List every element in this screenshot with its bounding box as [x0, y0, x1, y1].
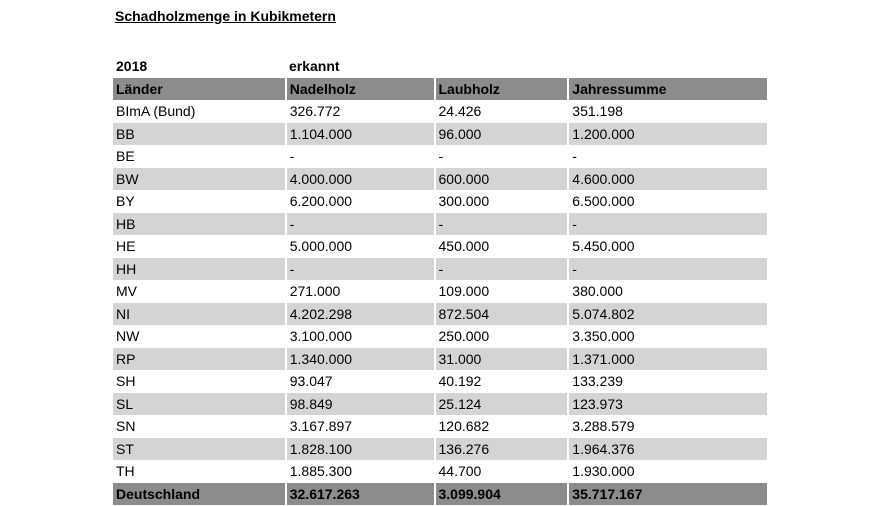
land-cell: BY — [113, 190, 286, 213]
jahressumme-cell: - — [568, 145, 768, 168]
total-label: Deutschland — [113, 483, 286, 506]
nadelholz-cell: - — [286, 213, 435, 236]
land-cell: ST — [113, 438, 286, 461]
column-header-jahressumme: Jahressumme — [568, 78, 768, 100]
nadelholz-cell: 4.202.298 — [286, 303, 435, 326]
laubholz-cell: 600.000 — [435, 168, 569, 191]
laubholz-cell: 450.000 — [435, 235, 569, 258]
land-cell: NW — [113, 325, 286, 348]
table-row — [113, 145, 768, 168]
laubholz-cell: 872.504 — [435, 303, 569, 326]
total-laubholz: 3.099.904 — [435, 483, 569, 506]
jahressumme-cell: 3.350.000 — [568, 325, 768, 348]
jahressumme-cell: 5.450.000 — [568, 235, 768, 258]
laubholz-cell: 40.192 — [435, 370, 569, 393]
status-label: erkannt — [289, 58, 340, 74]
nadelholz-cell: 3.100.000 — [286, 325, 435, 348]
column-header-nadelholz: Nadelholz — [286, 78, 435, 100]
laubholz-cell: 250.000 — [435, 325, 569, 348]
land-cell: TH — [113, 460, 286, 483]
total-nadelholz: 32.617.263 — [286, 483, 435, 506]
table-row — [113, 100, 768, 123]
table-row — [113, 393, 768, 416]
nadelholz-cell: 1.885.300 — [286, 460, 435, 483]
table-row — [113, 190, 768, 213]
land-cell: BE — [113, 145, 286, 168]
land-cell: HB — [113, 213, 286, 236]
jahressumme-cell: 4.600.000 — [568, 168, 768, 191]
year-label: 2018 — [116, 58, 148, 74]
nadelholz-cell: 1.340.000 — [286, 348, 435, 371]
jahressumme-cell: 1.964.376 — [568, 438, 768, 461]
nadelholz-cell: - — [286, 258, 435, 281]
nadelholz-cell: 271.000 — [286, 280, 435, 303]
land-cell: BB — [113, 123, 286, 146]
laubholz-cell: 300.000 — [435, 190, 569, 213]
laubholz-cell: 96.000 — [435, 123, 569, 146]
jahressumme-cell: 351.198 — [568, 100, 768, 123]
table-row — [113, 168, 768, 191]
total-jahressumme: 35.717.167 — [568, 483, 768, 506]
table-row — [113, 370, 768, 393]
column-header-laubholz: Laubholz — [435, 78, 569, 100]
table-row — [113, 280, 768, 303]
nadelholz-cell: - — [286, 145, 435, 168]
laubholz-cell: 109.000 — [435, 280, 569, 303]
jahressumme-cell: 1.200.000 — [568, 123, 768, 146]
jahressumme-cell: - — [568, 213, 768, 236]
nadelholz-cell: 3.167.897 — [286, 415, 435, 438]
land-cell: HE — [113, 235, 286, 258]
column-header-laender: Länder — [113, 78, 286, 100]
nadelholz-cell: 1.104.000 — [286, 123, 435, 146]
jahressumme-cell: 133.239 — [568, 370, 768, 393]
land-cell: BW — [113, 168, 286, 191]
laubholz-cell: 136.276 — [435, 438, 569, 461]
jahressumme-cell: 5.074.802 — [568, 303, 768, 326]
total-row — [113, 483, 768, 506]
laubholz-cell: 24.426 — [435, 100, 569, 123]
table-row — [113, 123, 768, 146]
jahressumme-cell: 380.000 — [568, 280, 768, 303]
table-row — [113, 348, 768, 371]
nadelholz-cell: 326.772 — [286, 100, 435, 123]
jahressumme-cell: 1.371.000 — [568, 348, 768, 371]
jahressumme-cell: 6.500.000 — [568, 190, 768, 213]
land-cell: SN — [113, 415, 286, 438]
page-title: Schadholzmenge in Kubikmetern — [115, 8, 336, 24]
nadelholz-cell: 93.047 — [286, 370, 435, 393]
laubholz-cell: 44.700 — [435, 460, 569, 483]
table-row — [113, 460, 768, 483]
nadelholz-cell: 5.000.000 — [286, 235, 435, 258]
table-row — [113, 325, 768, 348]
damage-wood-table — [113, 78, 769, 506]
nadelholz-cell: 98.849 — [286, 393, 435, 416]
land-cell: RP — [113, 348, 286, 371]
land-cell: SH — [113, 370, 286, 393]
jahressumme-cell: - — [568, 258, 768, 281]
laubholz-cell: - — [435, 213, 569, 236]
laubholz-cell: 120.682 — [435, 415, 569, 438]
jahressumme-cell: 123.973 — [568, 393, 768, 416]
land-cell: NI — [113, 303, 286, 326]
table-row — [113, 438, 768, 461]
table-header-row — [113, 78, 768, 100]
jahressumme-cell: 3.288.579 — [568, 415, 768, 438]
land-cell: MV — [113, 280, 286, 303]
land-cell: SL — [113, 393, 286, 416]
table-row — [113, 258, 768, 281]
table-row — [113, 235, 768, 258]
laubholz-cell: 31.000 — [435, 348, 569, 371]
laubholz-cell: - — [435, 258, 569, 281]
land-cell: BImA (Bund) — [113, 100, 286, 123]
laubholz-cell: - — [435, 145, 569, 168]
nadelholz-cell: 1.828.100 — [286, 438, 435, 461]
nadelholz-cell: 6.200.000 — [286, 190, 435, 213]
table-row — [113, 213, 768, 236]
table-row — [113, 303, 768, 326]
nadelholz-cell: 4.000.000 — [286, 168, 435, 191]
laubholz-cell: 25.124 — [435, 393, 569, 416]
table-row — [113, 415, 768, 438]
land-cell: HH — [113, 258, 286, 281]
jahressumme-cell: 1.930.000 — [568, 460, 768, 483]
